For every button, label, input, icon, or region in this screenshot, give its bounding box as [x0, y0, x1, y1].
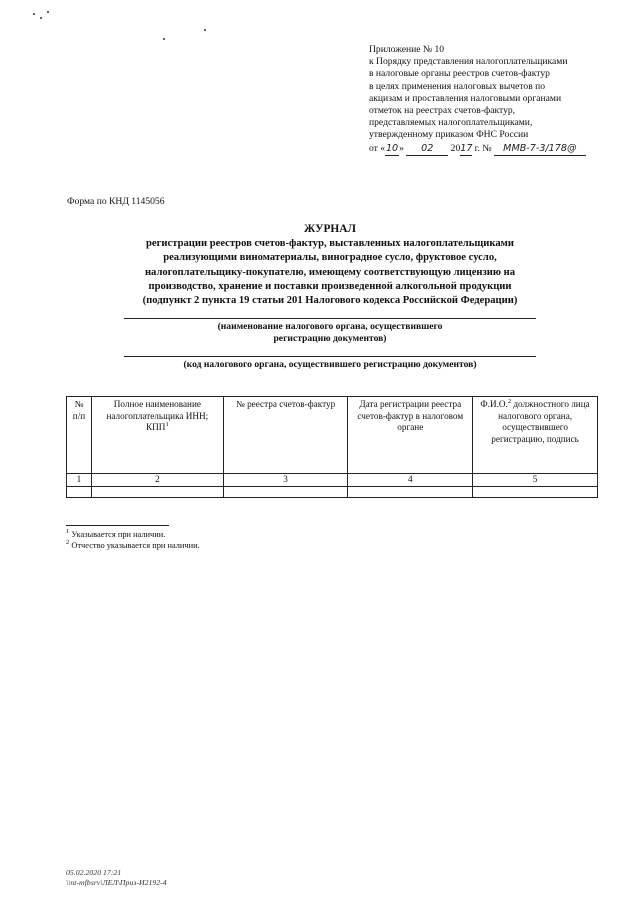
appendix-line: в целях применения налоговых вычетов по: [369, 80, 546, 92]
column-number: 5: [473, 474, 598, 487]
order-month: 02: [406, 143, 448, 156]
appendix-line: в налоговые органы реестров счетов-фактур: [369, 68, 550, 80]
table-row: [67, 486, 598, 497]
order-year: 17: [460, 143, 472, 156]
order-day: 10: [385, 143, 399, 156]
column-number: 1: [67, 474, 92, 487]
header-registration-date: Дата регистрации реестра счетов-фактур в налоговом органе: [348, 397, 473, 474]
appendix-line: к Порядку представления налогоплательщиками: [369, 56, 568, 68]
header-number: № п/п: [67, 397, 92, 474]
org-code-line: [124, 356, 536, 357]
title-line: налогоплательщику-покупателю, имеющему соответствующую лицензию на: [144, 266, 516, 278]
print-stamp: 05.02.2020 17:21 \\nt-mfbsrv\ЛЕЛ\Приз-И2192-4: [66, 868, 167, 887]
header-official: Ф.И.О.$^2$ должностного лица налогового органа, осуществившего регистрацию, подпись: [473, 397, 598, 474]
column-number: 4: [348, 474, 473, 487]
footnote: $^1$ Указывается при наличии.: [66, 528, 166, 539]
header-taxpayer: Полное наименование налогоплательщика ИНН; КПП$^1$: [91, 397, 223, 474]
appendix-line: акцизам и проставления налоговыми органами: [369, 92, 562, 104]
table-cell: [67, 486, 92, 497]
column-number: 3: [223, 474, 348, 487]
org-code-caption: (код налогового органа, осуществившего регистрацию документов): [183, 359, 477, 370]
table-cell: [348, 486, 473, 497]
appendix-line: представляемых налогоплательщиками,: [369, 117, 533, 129]
appendix-line: утвержденному приказом ФНС России: [369, 129, 529, 141]
table-cell: [91, 486, 223, 497]
title-line: регистрации реестров счетов-фактур, выставленных налогоплательщиками: [146, 238, 514, 250]
title-line: производство, хранение и поставки произведенной алкогольной продукции: [148, 280, 512, 292]
column-number: 2: [91, 474, 223, 487]
table-cell: [473, 486, 598, 497]
org-name-line: [124, 318, 536, 319]
form-code: Форма по КНД 1145056: [67, 196, 165, 207]
registration-table: [66, 396, 598, 498]
document-title: [60, 222, 600, 308]
order-number: ММВ-7-3/178@: [494, 143, 586, 156]
column-number-row: [67, 474, 598, 487]
footnote: $^2$ Отчество указывается при наличии.: [66, 539, 200, 551]
footnote-separator: [66, 525, 169, 526]
appendix-line: отметок на реестрах счетов-фактур,: [369, 105, 516, 117]
header-register-number: № реестра счетов-фактур: [223, 397, 348, 474]
org-name-caption: (наименование налогового органа, осуществившего регистрацию документов): [217, 321, 443, 345]
appendix-header: [369, 44, 619, 156]
footnotes: [66, 529, 200, 552]
title-line: (подпункт 2 пункта 19 статьи 201 Налогового кодекса Российской Федерации): [142, 295, 518, 307]
table-cell: [223, 486, 348, 497]
appendix-line: Приложение № 10: [369, 44, 445, 55]
table-header-row: [67, 397, 598, 474]
title-line: реализующими виноматериалы, виноградное сусло, фруктовое сусло,: [163, 252, 497, 264]
order-reference: от «10» 02 2017 г. № ММВ-7-3/178@: [369, 143, 619, 156]
title-heading: ЖУРНАЛ: [304, 223, 356, 235]
